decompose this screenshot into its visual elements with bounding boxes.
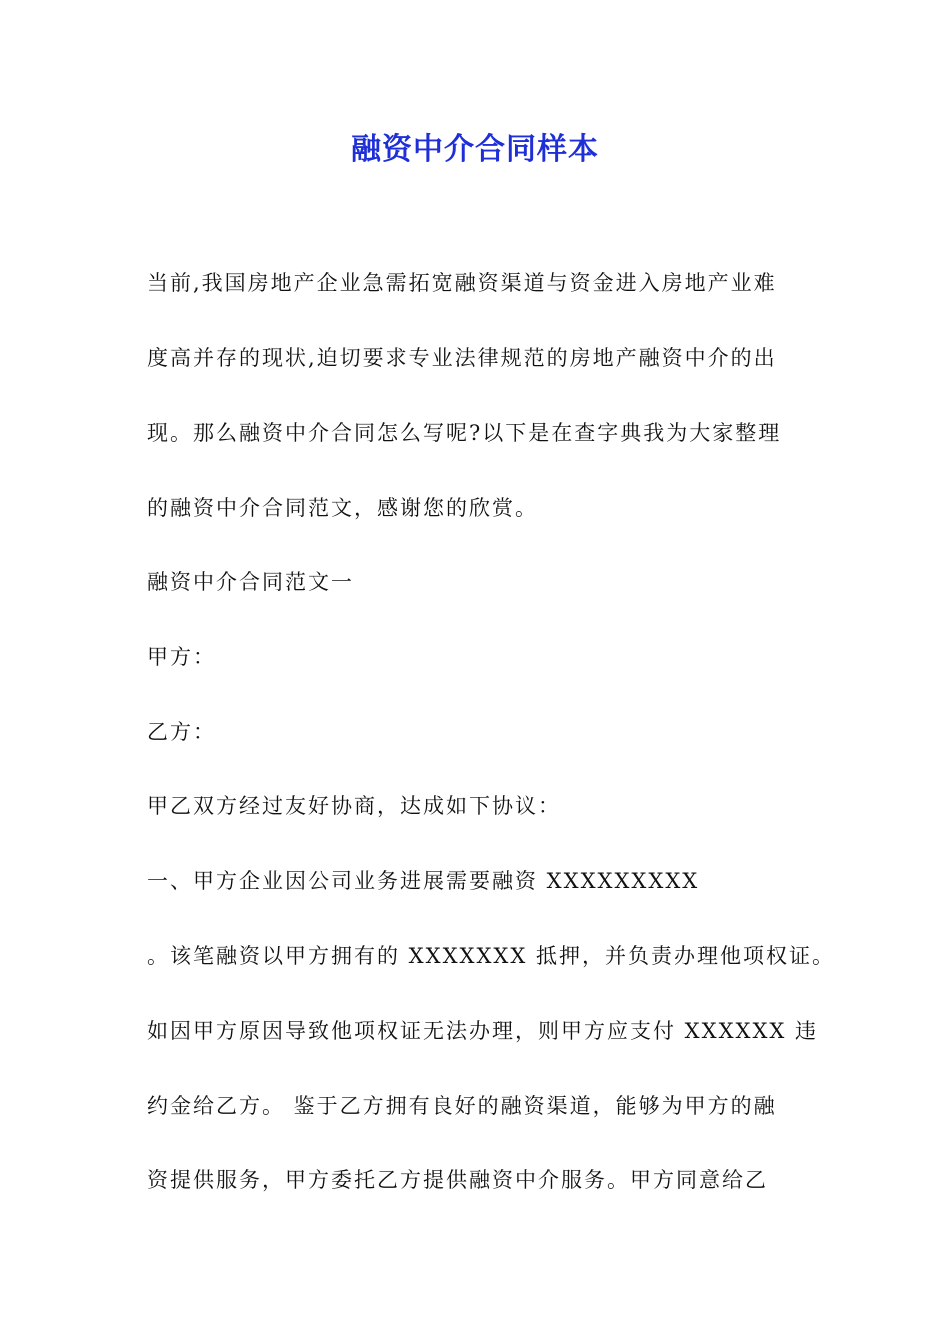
clause-line: 一、甲方企业因公司业务进展需要融资 XXXXXXXXX [147,869,700,893]
clause-line: 。该笔融资以甲方拥有的 XXXXXXX 抵押，并负责办理他项权证。 [147,944,835,968]
paragraph-line: 当前,我国房地产企业急需拓宽融资渠道与资金进入房地产业难 [147,271,777,295]
clause-line: 如因甲方原因导致他项权证无法办理，则甲方应支付 XXXXXX 违 [147,1019,819,1043]
party-b-label: 乙方： [147,720,216,744]
clause-line: 资提供服务，甲方委托乙方提供融资中介服务。甲方同意给乙 [147,1168,768,1192]
document-title: 融资中介合同样本 [351,132,599,167]
paragraph-line: 现。那么融资中介合同怎么写呢?以下是在查字典我为大家整理 [147,421,782,445]
party-a-label: 甲方： [147,645,216,669]
paragraph-line: 度高并存的现状,迫切要求专业法律规范的房地产融资中介的出 [147,346,777,370]
clause-line: 约金给乙方。 鉴于乙方拥有良好的融资渠道，能够为甲方的融 [147,1094,777,1118]
paragraph-line: 甲乙双方经过友好协商，达成如下协议： [147,794,561,818]
section-heading: 融资中介合同范文一 [147,570,354,594]
paragraph-line: 的融资中介合同范文，感谢您的欣赏。 [147,496,538,520]
